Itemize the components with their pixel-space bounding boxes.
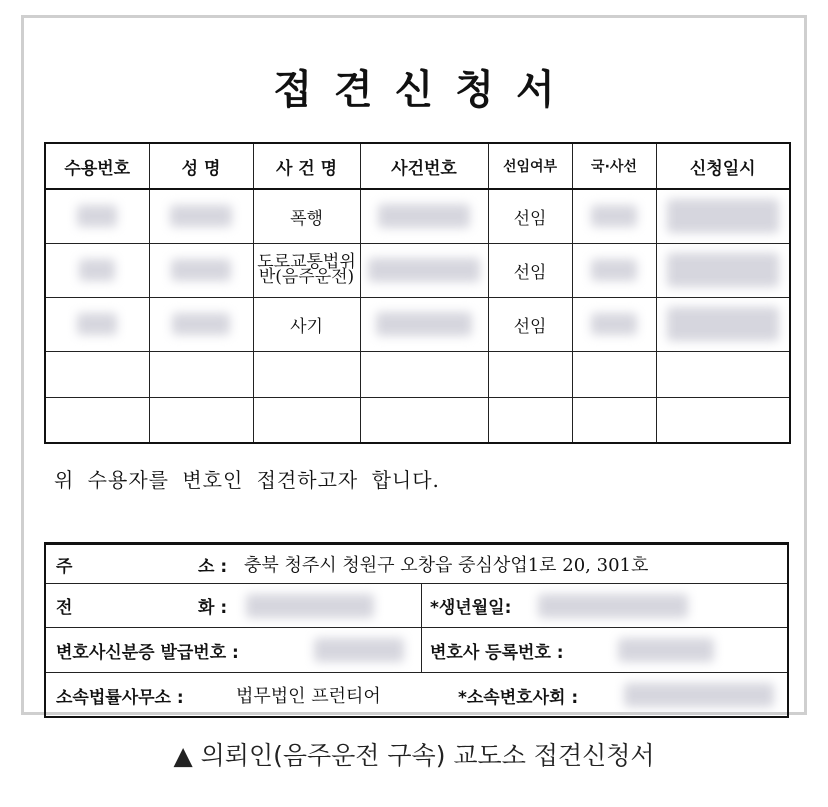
firm-label: 소속법률사무소 :: [56, 687, 184, 708]
name-cell: [149, 243, 253, 297]
case-number-cell: [360, 243, 488, 297]
lawyer-id-redacted: [314, 638, 404, 662]
request-datetime-cell: [656, 189, 790, 243]
appointed-cell: 선임: [488, 189, 572, 243]
table-row-empty: [45, 351, 790, 397]
request-statement: 위 수용자를 변호인 접견하고자 합니다.: [54, 468, 440, 492]
col-inmate-number: 수용번호: [45, 143, 149, 189]
bar-association-redacted: [624, 683, 774, 707]
address-row: [46, 545, 787, 584]
phone-row: [46, 584, 787, 628]
visit-table: [44, 142, 791, 444]
phone-label-b: 화 :: [198, 598, 228, 618]
col-request-datetime: 신청일시: [656, 143, 790, 189]
col-case-number: 사건번호: [360, 143, 488, 189]
inmate-number-cell: [45, 297, 149, 351]
table-row: [45, 297, 790, 351]
case-number-cell: [360, 297, 488, 351]
dob-label: *생년월일:: [430, 598, 512, 618]
table-row: [45, 189, 790, 243]
appointed-cell: 선임: [488, 297, 572, 351]
name-cell: [149, 189, 253, 243]
triangle-up-icon: ▲: [173, 741, 193, 770]
col-case-name: 사 건 명: [253, 143, 360, 189]
request-datetime-cell: [656, 297, 790, 351]
counsel-type-cell: [572, 189, 656, 243]
name-cell: [149, 297, 253, 351]
table-row: [45, 243, 790, 297]
inmate-number-cell: [45, 189, 149, 243]
case-name-cell: 폭행: [253, 189, 360, 243]
case-name-cell: 도로교통법위반(음주운전): [253, 243, 360, 297]
appointed-cell: 선임: [488, 243, 572, 297]
registration-redacted: [618, 638, 714, 662]
lawyer-id-label: 변호사신분증 발급번호 :: [56, 642, 239, 663]
counsel-type-cell: [572, 243, 656, 297]
address-label-b: 소 :: [198, 556, 228, 577]
case-name-cell: 사기: [253, 297, 360, 351]
form-title: 접견신청서: [273, 67, 577, 113]
phone-label-a: 전: [56, 598, 73, 618]
bar-association-label: *소속변호사회 :: [458, 687, 579, 708]
phone-redacted: [246, 594, 374, 618]
caption-text: 의뢰인(음주운전 구속) 교도소 접견신청서: [200, 741, 655, 770]
request-datetime-cell: [656, 243, 790, 297]
counsel-type-cell: [572, 297, 656, 351]
col-counsel-type: 국·사선: [572, 143, 656, 189]
figure-caption: [0, 736, 828, 772]
table-header-row: [45, 143, 790, 189]
visit-application-form: [21, 15, 807, 715]
table-row-empty: [45, 397, 790, 443]
registration-label: 변호사 등록번호 :: [430, 642, 564, 663]
address-value: 충북 청주시 청원구 오창읍 중심상업1로 20, 301호: [244, 555, 649, 576]
inmate-number-cell: [45, 243, 149, 297]
firm-value: 법무법인 프런티어: [236, 686, 381, 707]
dob-redacted: [538, 594, 688, 618]
firm-row: [46, 673, 787, 717]
address-label-a: 주: [56, 556, 73, 577]
applicant-info-box: [44, 542, 789, 718]
col-name: 성 명: [149, 143, 253, 189]
case-number-cell: [360, 189, 488, 243]
col-appointed: 선임여부: [488, 143, 572, 189]
license-row: [46, 628, 787, 673]
